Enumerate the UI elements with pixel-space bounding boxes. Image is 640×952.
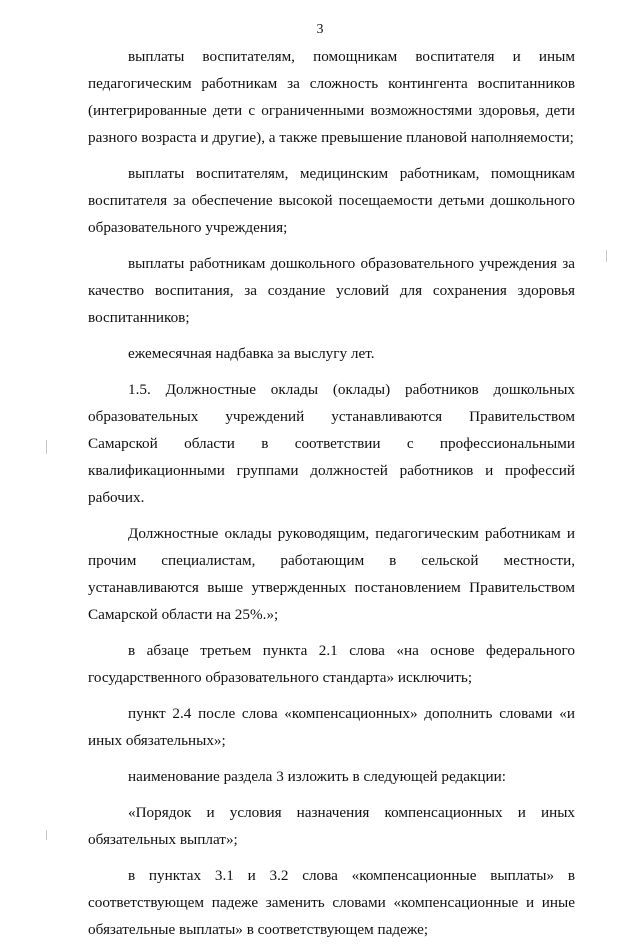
paragraph-payments-attendance: выплаты воспитателям, медицинским работникам, помощникам воспитателя за обеспечение высокой посещаемости детьми дошкольного образовательного учреждения; xyxy=(88,165,575,236)
paragraph-rural-salaries: Должностные оклады руководящим, педагогическим работникам и прочим специалистам, работающим в сельской местности, устанавливаются выше утвержденных постановлением Правительством Самарской области на 25%.»; xyxy=(88,525,575,623)
paragraph-seniority-bonus: ежемесячная надбавка за выслугу лет. xyxy=(128,345,375,362)
page-number: 3 xyxy=(316,22,324,37)
paragraph-payments-complexity: выплаты воспитателям, помощникам воспитателя и иным педагогическим работникам за сложность контингента воспитанников (интегрированные дети с ограниченными возможностями здоровья, дети разного возраста и другие), а также превышение плановой наполняемости; xyxy=(88,48,575,146)
scan-margin-mark xyxy=(46,440,47,454)
paragraph-payments-quality: выплаты работникам дошкольного образовательного учреждения за качество воспитания, за создание условий для сохранения здоровья воспитанников; xyxy=(88,255,575,326)
scan-margin-mark xyxy=(46,830,47,840)
scan-margin-mark xyxy=(606,250,607,262)
paragraph-amend-2-1: в абзаце третьем пункта 2.1 слова «на основе федерального государственного образовательного стандарта» исключить; xyxy=(88,642,575,686)
paragraph-amend-2-4: пункт 2.4 после слова «компенсационных» дополнить словами «и иных обязательных»; xyxy=(88,705,575,749)
document-body xyxy=(88,43,575,952)
paragraph-section-3-title: наименование раздела 3 изложить в следующей редакции: xyxy=(128,768,506,785)
paragraph-amend-3-1-3-2: в пунктах 3.1 и 3.2 слова «компенсационные выплаты» в соответствующем падеже заменить словами «компенсационные и иные обязательные выплаты» в соответствующем падеже; xyxy=(88,867,575,938)
paragraph-section-3-new-title: «Порядок и условия назначения компенсационных и иных обязательных выплат»; xyxy=(88,804,575,848)
paragraph-1-5-salaries: 1.5. Должностные оклады (оклады) работников дошкольных образовательных учреждений устанавливаются Правительством Самарской области в соответствии с профессиональными квалификационными группами должностей работников и профессий рабочих. xyxy=(88,381,575,506)
